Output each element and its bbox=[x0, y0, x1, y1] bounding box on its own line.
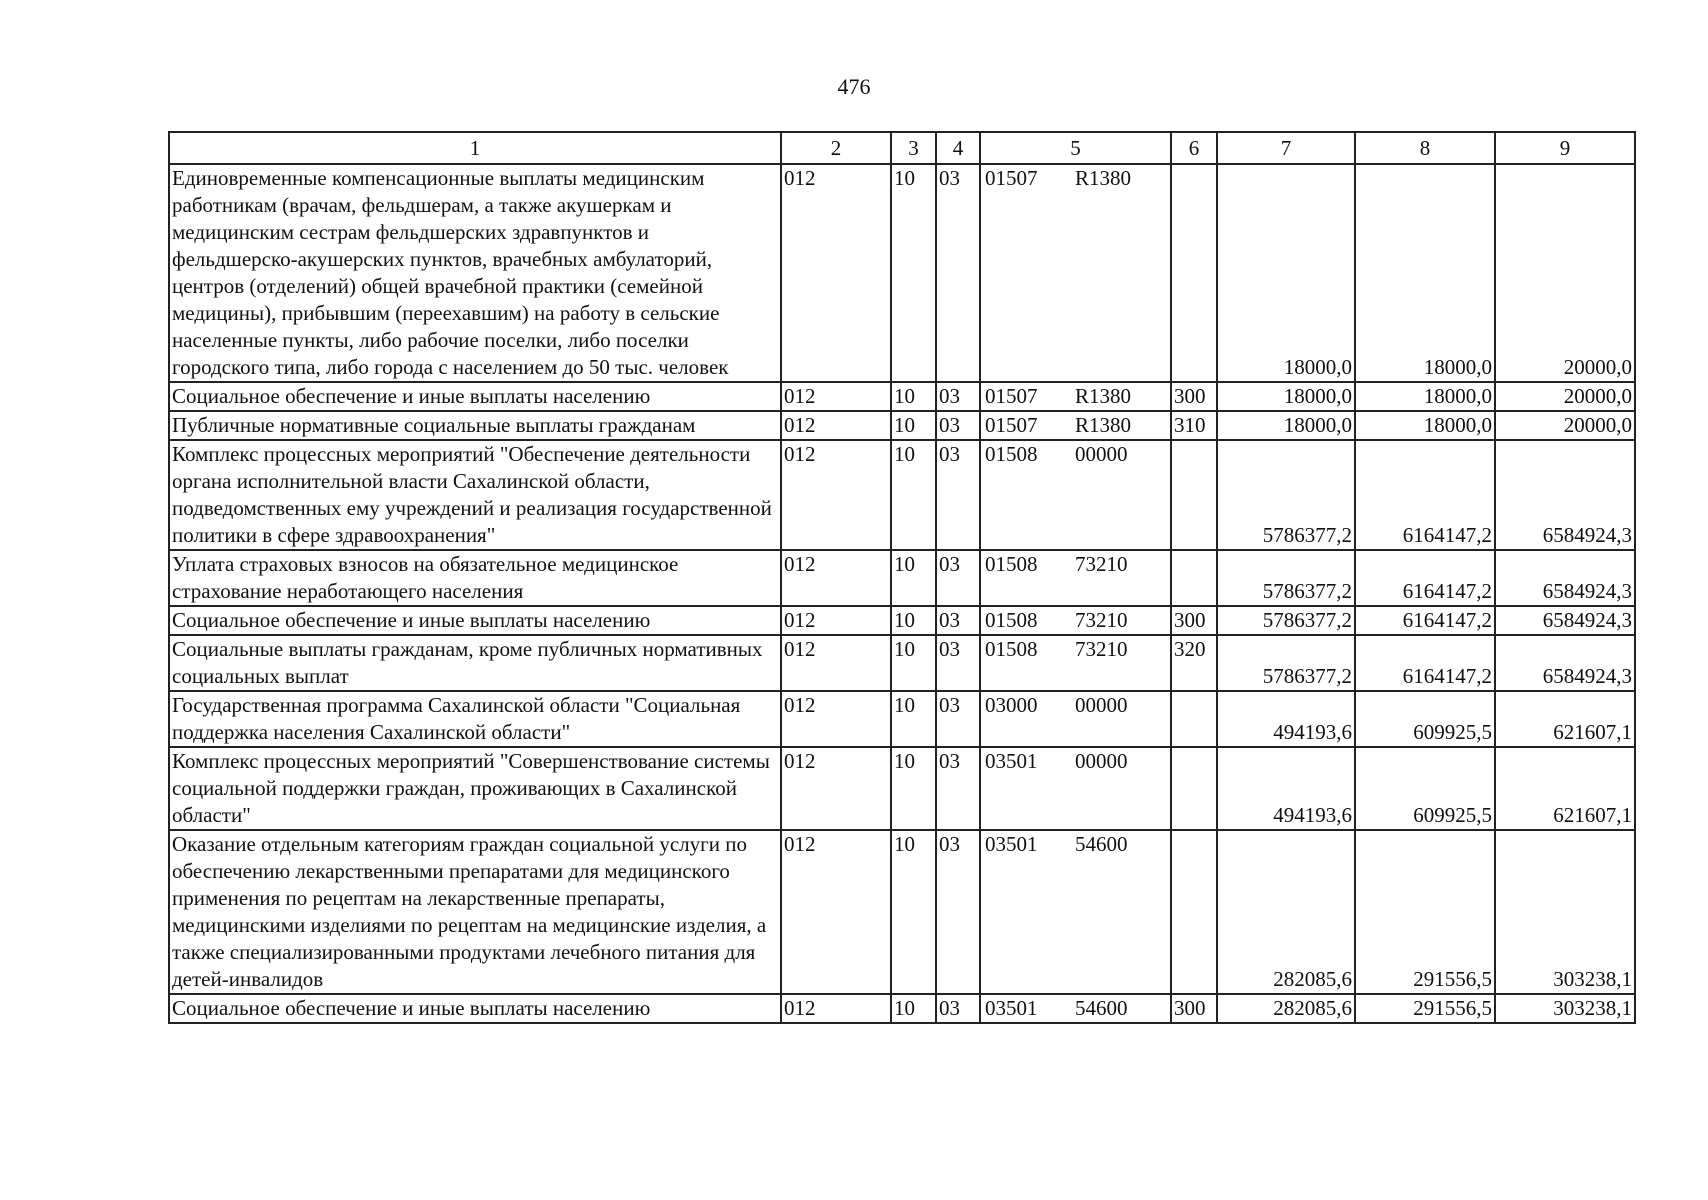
cell-expense-type bbox=[1171, 747, 1217, 830]
cell-subsection: 03 bbox=[936, 747, 980, 830]
cell-subsection: 03 bbox=[936, 164, 980, 382]
cell-amount-col9: 303238,1 bbox=[1495, 830, 1635, 994]
header-row bbox=[169, 132, 1635, 164]
header-cell: 6 bbox=[1171, 132, 1217, 164]
cell-section: 10 bbox=[891, 994, 936, 1023]
budget-table bbox=[168, 131, 1636, 1024]
cell-subsection: 03 bbox=[936, 606, 980, 635]
cell-subsection: 03 bbox=[936, 994, 980, 1023]
target-program-code: 01507 bbox=[985, 384, 1038, 408]
cell-target-article bbox=[980, 411, 1171, 440]
cell-amount-col7: 18000,0 bbox=[1217, 382, 1355, 411]
target-program-code: 03501 bbox=[985, 749, 1038, 773]
cell-amount-col8: 291556,5 bbox=[1355, 830, 1495, 994]
row-name: Государственная программа Сахалинской области "Социальная поддержка населения Сахалинской области" bbox=[169, 691, 781, 747]
cell-target-article bbox=[980, 164, 1171, 382]
cell-expense-type: 320 bbox=[1171, 635, 1217, 691]
header-cell: 8 bbox=[1355, 132, 1495, 164]
cell-amount-col8: 609925,5 bbox=[1355, 747, 1495, 830]
cell-subsection: 03 bbox=[936, 550, 980, 606]
cell-amount-col9: 20000,0 bbox=[1495, 411, 1635, 440]
cell-expense-type: 310 bbox=[1171, 411, 1217, 440]
cell-section: 10 bbox=[891, 411, 936, 440]
cell-admin-code: 012 bbox=[781, 440, 891, 550]
table-row bbox=[169, 382, 1635, 411]
cell-section: 10 bbox=[891, 606, 936, 635]
cell-target-article bbox=[980, 691, 1171, 747]
table-row bbox=[169, 747, 1635, 830]
table-row bbox=[169, 164, 1635, 382]
cell-amount-col9: 20000,0 bbox=[1495, 164, 1635, 382]
cell-amount-col8: 6164147,2 bbox=[1355, 440, 1495, 550]
cell-amount-col8: 6164147,2 bbox=[1355, 550, 1495, 606]
cell-amount-col8: 18000,0 bbox=[1355, 164, 1495, 382]
cell-amount-col9: 20000,0 bbox=[1495, 382, 1635, 411]
target-direction-code: 54600 bbox=[1075, 996, 1128, 1020]
row-name: Социальные выплаты гражданам, кроме публичных нормативных социальных выплат bbox=[169, 635, 781, 691]
cell-admin-code: 012 bbox=[781, 747, 891, 830]
cell-target-article bbox=[980, 382, 1171, 411]
cell-target-article bbox=[980, 440, 1171, 550]
cell-admin-code: 012 bbox=[781, 164, 891, 382]
cell-amount-col7: 5786377,2 bbox=[1217, 635, 1355, 691]
target-program-code: 01508 bbox=[985, 552, 1038, 576]
table-row bbox=[169, 440, 1635, 550]
cell-amount-col7: 18000,0 bbox=[1217, 164, 1355, 382]
row-name: Комплекс процессных мероприятий "Совершенствование системы социальной поддержки граждан, проживающих в Сахалинской области" bbox=[169, 747, 781, 830]
cell-admin-code: 012 bbox=[781, 994, 891, 1023]
cell-amount-col9: 6584924,3 bbox=[1495, 550, 1635, 606]
cell-section: 10 bbox=[891, 691, 936, 747]
cell-section: 10 bbox=[891, 164, 936, 382]
target-direction-code: 73210 bbox=[1075, 637, 1128, 661]
cell-amount-col7: 494193,6 bbox=[1217, 691, 1355, 747]
row-name: Социальное обеспечение и иные выплаты населению bbox=[169, 606, 781, 635]
cell-amount-col9: 6584924,3 bbox=[1495, 440, 1635, 550]
row-name: Социальное обеспечение и иные выплаты населению bbox=[169, 994, 781, 1023]
row-name: Социальное обеспечение и иные выплаты населению bbox=[169, 382, 781, 411]
cell-subsection: 03 bbox=[936, 382, 980, 411]
table-row bbox=[169, 691, 1635, 747]
target-program-code: 01508 bbox=[985, 608, 1038, 632]
target-program-code: 01508 bbox=[985, 637, 1038, 661]
row-name: Комплекс процессных мероприятий "Обеспечение деятельности органа исполнительной власти Сахалинской области, подведомственных ему учреждений и реализация государственной политики в сфере здравоохранения" bbox=[169, 440, 781, 550]
cell-amount-col9: 6584924,3 bbox=[1495, 606, 1635, 635]
target-direction-code: 00000 bbox=[1075, 749, 1128, 773]
target-direction-code: 73210 bbox=[1075, 552, 1128, 576]
cell-admin-code: 012 bbox=[781, 550, 891, 606]
cell-admin-code: 012 bbox=[781, 635, 891, 691]
cell-section: 10 bbox=[891, 635, 936, 691]
cell-expense-type bbox=[1171, 550, 1217, 606]
target-direction-code: 00000 bbox=[1075, 442, 1128, 466]
cell-subsection: 03 bbox=[936, 830, 980, 994]
header-cell: 5 bbox=[980, 132, 1171, 164]
cell-target-article bbox=[980, 830, 1171, 994]
cell-expense-type bbox=[1171, 440, 1217, 550]
cell-expense-type bbox=[1171, 830, 1217, 994]
cell-amount-col9: 303238,1 bbox=[1495, 994, 1635, 1023]
cell-amount-col7: 5786377,2 bbox=[1217, 550, 1355, 606]
cell-expense-type: 300 bbox=[1171, 994, 1217, 1023]
target-direction-code: R1380 bbox=[1075, 384, 1132, 408]
cell-admin-code: 012 bbox=[781, 691, 891, 747]
cell-subsection: 03 bbox=[936, 691, 980, 747]
row-name: Оказание отдельным категориям граждан социальной услуги по обеспечению лекарственными препаратами для медицинского применения по рецептам на лекарственные препараты, медицинскими изделиями по рецептам на медицинские изделия, а также специализированными продуктами лечебного питания для детей-инвалидов bbox=[169, 830, 781, 994]
page-number: 476 bbox=[837, 74, 871, 99]
cell-amount-col8: 18000,0 bbox=[1355, 382, 1495, 411]
header-cell: 7 bbox=[1217, 132, 1355, 164]
cell-target-article bbox=[980, 994, 1171, 1023]
cell-subsection: 03 bbox=[936, 411, 980, 440]
cell-amount-col8: 6164147,2 bbox=[1355, 606, 1495, 635]
cell-amount-col8: 291556,5 bbox=[1355, 994, 1495, 1023]
cell-admin-code: 012 bbox=[781, 411, 891, 440]
header-cell: 9 bbox=[1495, 132, 1635, 164]
cell-target-article bbox=[980, 635, 1171, 691]
cell-expense-type bbox=[1171, 691, 1217, 747]
target-program-code: 03501 bbox=[985, 996, 1038, 1020]
cell-amount-col7: 5786377,2 bbox=[1217, 440, 1355, 550]
cell-section: 10 bbox=[891, 830, 936, 994]
table-row bbox=[169, 830, 1635, 994]
target-direction-code: 54600 bbox=[1075, 832, 1128, 856]
cell-amount-col7: 494193,6 bbox=[1217, 747, 1355, 830]
cell-amount-col8: 18000,0 bbox=[1355, 411, 1495, 440]
header-cell: 4 bbox=[936, 132, 980, 164]
table-row bbox=[169, 606, 1635, 635]
target-direction-code: 00000 bbox=[1075, 693, 1128, 717]
row-name: Публичные нормативные социальные выплаты гражданам bbox=[169, 411, 781, 440]
cell-subsection: 03 bbox=[936, 635, 980, 691]
cell-amount-col7: 282085,6 bbox=[1217, 830, 1355, 994]
row-name: Уплата страховых взносов на обязательное медицинское страхование неработающего населения bbox=[169, 550, 781, 606]
header-cell: 1 bbox=[169, 132, 781, 164]
cell-section: 10 bbox=[891, 747, 936, 830]
cell-expense-type bbox=[1171, 164, 1217, 382]
cell-admin-code: 012 bbox=[781, 606, 891, 635]
cell-section: 10 bbox=[891, 440, 936, 550]
table-row bbox=[169, 411, 1635, 440]
cell-expense-type: 300 bbox=[1171, 382, 1217, 411]
table-row bbox=[169, 635, 1635, 691]
target-direction-code: R1380 bbox=[1075, 413, 1132, 437]
cell-target-article bbox=[980, 606, 1171, 635]
cell-amount-col8: 6164147,2 bbox=[1355, 635, 1495, 691]
cell-section: 10 bbox=[891, 382, 936, 411]
header-cell: 2 bbox=[781, 132, 891, 164]
target-program-code: 01508 bbox=[985, 442, 1038, 466]
header-cell: 3 bbox=[891, 132, 936, 164]
cell-amount-col9: 621607,1 bbox=[1495, 747, 1635, 830]
cell-expense-type: 300 bbox=[1171, 606, 1217, 635]
target-direction-code: R1380 bbox=[1075, 166, 1132, 190]
table-row bbox=[169, 550, 1635, 606]
cell-amount-col9: 6584924,3 bbox=[1495, 635, 1635, 691]
target-program-code: 03501 bbox=[985, 832, 1038, 856]
target-program-code: 03000 bbox=[985, 693, 1038, 717]
cell-amount-col7: 5786377,2 bbox=[1217, 606, 1355, 635]
row-name: Единовременные компенсационные выплаты медицинским работникам (врачам, фельдшерам, а также акушеркам и медицинским сестрам фельдшерских здравпунктов и фельдшерско-акушерских пунктов, врачебных амбулаторий, центров (отделений) общей врачебной практики (семейной медицины), прибывшим (переехавшим) на работу в сельские населенные пункты, либо рабочие поселки, либо поселки городского типа, либо города с населением до 50 тыс. человек bbox=[169, 164, 781, 382]
cell-admin-code: 012 bbox=[781, 382, 891, 411]
cell-amount-col7: 18000,0 bbox=[1217, 411, 1355, 440]
cell-target-article bbox=[980, 550, 1171, 606]
cell-amount-col7: 282085,6 bbox=[1217, 994, 1355, 1023]
target-program-code: 01507 bbox=[985, 413, 1038, 437]
target-direction-code: 73210 bbox=[1075, 608, 1128, 632]
cell-admin-code: 012 bbox=[781, 830, 891, 994]
cell-amount-col9: 621607,1 bbox=[1495, 691, 1635, 747]
table-row bbox=[169, 994, 1635, 1023]
cell-section: 10 bbox=[891, 550, 936, 606]
cell-amount-col8: 609925,5 bbox=[1355, 691, 1495, 747]
cell-target-article bbox=[980, 747, 1171, 830]
cell-subsection: 03 bbox=[936, 440, 980, 550]
target-program-code: 01507 bbox=[985, 166, 1038, 190]
